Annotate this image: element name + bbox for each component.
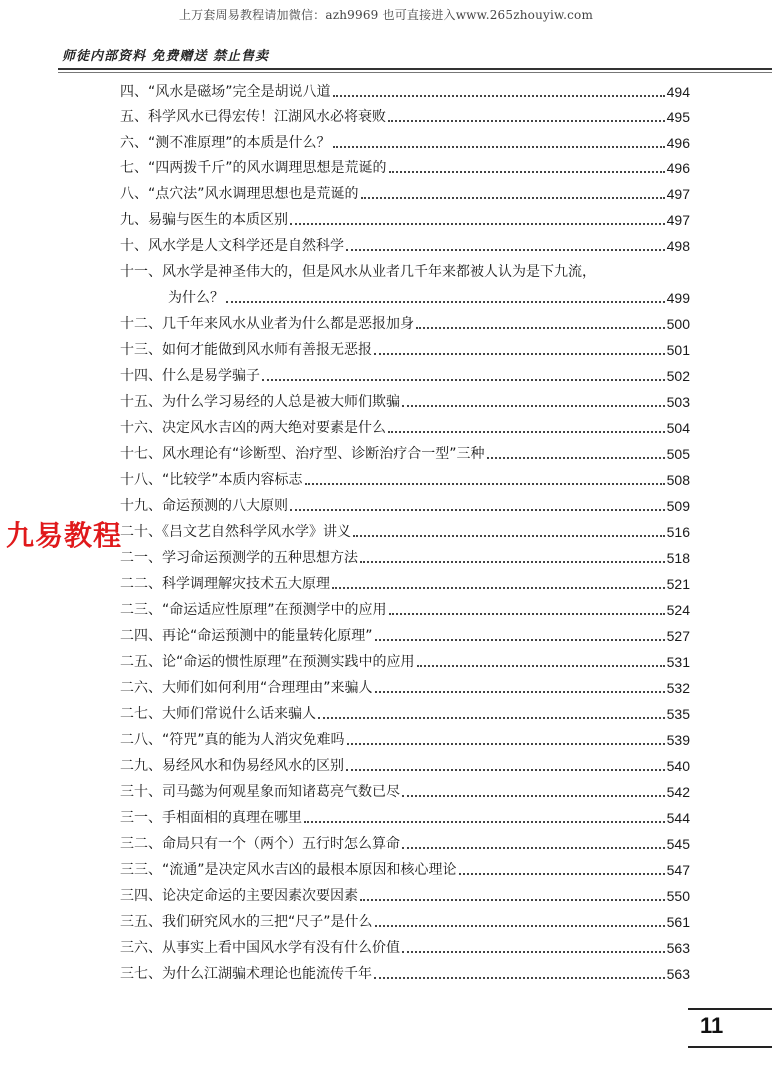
toc-entry-page: 518 (666, 550, 690, 566)
toc-entry (120, 128, 690, 152)
toc-entry-page: 502 (666, 368, 690, 384)
toc-leader-dots (388, 120, 665, 122)
toc-entry-page: 545 (666, 836, 690, 852)
toc-leader-dots (353, 535, 665, 537)
toc-leader-dots (332, 587, 665, 589)
toc-leader-dots (360, 561, 665, 563)
toc-entry-page: 505 (666, 446, 690, 462)
toc-entry (120, 777, 690, 801)
toc-leader-dots (290, 223, 665, 225)
toc-entry-page: 563 (666, 940, 690, 956)
toc-entry-continuation (168, 283, 690, 307)
toc-entry-title: 三七、为什么江湖骗术理论也能流传千年 (120, 966, 372, 982)
toc-entry-page: 503 (666, 394, 690, 410)
toc-entry-title: 十、风水学是人文科学还是自然科学 (120, 238, 344, 254)
toc-entry-title: 八、“点穴法”风水调理思想也是荒诞的 (120, 186, 359, 202)
toc-entry-title: 二六、大师们如何利用“合理理由”来骗人 (120, 680, 373, 696)
toc-leader-dots (388, 431, 665, 433)
toc-entry (120, 907, 690, 931)
toc-entry-page: 498 (666, 238, 690, 254)
toc-entry-page: 550 (666, 888, 690, 904)
toc-leader-dots (417, 665, 665, 667)
toc-entry-title: 三二、命局只有一个（两个）五行时怎么算命 (120, 836, 400, 852)
toc-entry-title: 三三、“流通”是决定风水吉凶的最根本原因和核心理论 (120, 862, 457, 878)
toc-entry-page: 497 (666, 212, 690, 228)
toc-entry-page: 532 (666, 680, 690, 696)
toc-leader-dots (375, 639, 665, 641)
toc-entry-title: 二二、科学调理解灾技术五大原理 (120, 576, 330, 592)
toc-entry (120, 335, 690, 359)
toc-entry-page: 531 (666, 654, 690, 670)
toc-entry (120, 361, 690, 385)
toc-entry-title: 六、“测不准原理”的本质是什么？ (120, 135, 331, 151)
toc-entry (120, 751, 690, 775)
toc-leader-dots (374, 353, 665, 355)
toc-entry (120, 595, 690, 619)
toc-entry (120, 465, 690, 489)
toc-leader-dots (402, 405, 665, 407)
toc-leader-dots (347, 743, 665, 745)
toc-leader-dots (402, 847, 665, 849)
toc-entry-title: 二三、“命运适应性原理”在预测学中的应用 (120, 602, 387, 618)
toc-leader-dots (290, 509, 665, 511)
toc-entry-title: 十八、“比较学”本质内容标志 (120, 472, 303, 488)
toc-leader-dots (318, 717, 665, 719)
toc-entry (120, 205, 690, 229)
toc-entry-title: 十九、命运预测的八大原则 (120, 498, 288, 514)
toc-leader-dots (360, 899, 665, 901)
toc-entry-page: 501 (666, 342, 690, 358)
toc-entry-title: 三十、司马懿为何观星象而知诸葛亮气数已尽 (120, 784, 400, 800)
toc-entry-page: 544 (666, 810, 690, 826)
toc-entry (120, 179, 690, 203)
toc-entry (120, 803, 690, 827)
toc-leader-dots (375, 691, 665, 693)
toc-entry (120, 569, 690, 593)
toc-entry (120, 699, 690, 723)
toc-entry-title: 十一、风水学是神圣伟大的，但是风水从业者几千年来都被人认为是下九流， (120, 264, 596, 280)
toc-entry-title: 十六、决定风水吉凶的两大绝对要素是什么 (120, 420, 386, 436)
toc-leader-dots (389, 613, 665, 615)
toc-entry-page: 504 (666, 420, 690, 436)
toc-leader-dots (361, 197, 665, 199)
toc-entry-page: 500 (666, 316, 690, 332)
toc-entry (120, 829, 690, 853)
toc-entry (120, 673, 690, 697)
toc-entry-title: 二十、《吕文艺自然科学风水学》讲义 (120, 524, 351, 540)
toc-entry (120, 517, 690, 541)
toc-leader-dots (487, 457, 665, 459)
toc-leader-dots (459, 873, 665, 875)
toc-leader-dots (416, 327, 665, 329)
toc-entry (120, 231, 690, 255)
toc-entry-title: 十四、什么是易学骗子 (120, 368, 260, 384)
toc-entry-title: 二一、学习命运预测学的五种思想方法 (120, 550, 358, 566)
toc-entry-title: 二五、论“命运的惯性原理”在预测实践中的应用 (120, 654, 415, 670)
toc-entry-title: 三五、我们研究风水的三把“尺子”是什么 (120, 914, 373, 930)
page-number: 11 (700, 1013, 724, 1038)
toc-entry-title: 二七、大师们常说什么话来骗人 (120, 706, 316, 722)
toc-entry (120, 309, 690, 333)
toc-entry (120, 413, 690, 437)
toc-entry-page: 516 (666, 524, 690, 540)
toc-entry-title: 七、“四两拨千斤”的风水调理思想是荒诞的 (120, 160, 387, 176)
toc-entry-page: 509 (666, 498, 690, 514)
toc-entry-page: 535 (666, 706, 690, 722)
toc-entry-page: 524 (666, 602, 690, 618)
series-banner: 师徒内部资料 免费赠送 禁止售卖 (62, 49, 270, 64)
toc-entry-page: 539 (666, 732, 690, 748)
toc-entry-page: 496 (666, 160, 690, 176)
toc-leader-dots (333, 95, 665, 97)
toc-entry-page: 499 (666, 290, 690, 306)
header-rule (58, 68, 772, 70)
toc-leader-dots (333, 146, 665, 148)
top-watermark: 上万套周易教程请加微信：azh9969 也可直接进入www.265zhouyiw.com (178, 8, 594, 22)
toc-entry-title: 为什么？ (168, 290, 224, 306)
toc-leader-dots (346, 249, 665, 251)
toc-entry (120, 153, 690, 177)
toc-entry-page: 563 (666, 966, 690, 982)
toc-entry-page: 508 (666, 472, 690, 488)
toc-entry-title: 二四、再论“命运预测中的能量转化原理” (120, 628, 373, 644)
header-rule-thin (58, 72, 772, 73)
toc-leader-dots (346, 769, 665, 771)
toc-leader-dots (226, 301, 665, 303)
toc-entry (120, 855, 690, 879)
toc-entry-title: 二八、“符咒”真的能为人消灾免难吗 (120, 732, 345, 748)
toc-entry-page: 542 (666, 784, 690, 800)
toc-entry (120, 959, 690, 983)
toc-entry-page: 547 (666, 862, 690, 878)
toc-leader-dots (375, 925, 665, 927)
toc-entry-page: 497 (666, 186, 690, 202)
toc-entry (120, 439, 690, 463)
toc-entry-page: 540 (666, 758, 690, 774)
toc-entry-page: 496 (666, 135, 690, 151)
toc-leader-dots (305, 483, 665, 485)
toc-entry-page: 527 (666, 628, 690, 644)
toc-entry-title: 十二、几千年来风水从业者为什么都是恶报加身 (120, 316, 414, 332)
toc-entry-title: 五、科学风水已得宏传！江湖风水必将衰败 (120, 109, 386, 125)
toc-entry-page: 561 (666, 914, 690, 930)
toc-entry-title: 十三、如何才能做到风水师有善报无恶报 (120, 342, 372, 358)
toc-leader-dots (374, 977, 665, 979)
toc-leader-dots (389, 171, 665, 173)
toc-entry-title: 十五、为什么学习易经的人总是被大师们欺骗 (120, 394, 400, 410)
toc-entry-title: 九、易骗与医生的本质区别 (120, 212, 288, 228)
toc-entry-page: 494 (666, 84, 690, 100)
toc-entry (120, 543, 690, 567)
toc-entry (120, 102, 690, 126)
toc-entry (120, 647, 690, 671)
toc-entry (120, 491, 690, 515)
toc-leader-dots (402, 795, 665, 797)
toc-entry-title: 四、“风水是磁场”完全是胡说八道 (120, 84, 331, 100)
side-watermark: 九易教程 (6, 519, 123, 552)
toc-entry (120, 77, 690, 101)
toc-entry-title: 十七、风水理论有“诊断型、治疗型、诊断治疗合一型”三种 (120, 446, 485, 462)
toc-entry (120, 387, 690, 411)
toc-entry-title: 三四、论决定命运的主要因素次要因素 (120, 888, 358, 904)
toc-entry (120, 933, 690, 957)
toc-leader-dots (304, 821, 665, 823)
toc-leader-dots (262, 379, 665, 381)
toc-leader-dots (402, 951, 665, 953)
toc-entry (120, 621, 690, 645)
toc-entry (120, 725, 690, 749)
toc-entry-page: 495 (666, 109, 690, 125)
toc-entry-title: 二九、易经风水和伪易经风水的区别 (120, 758, 344, 774)
toc-entry-title: 三一、手相面相的真理在哪里 (120, 810, 302, 826)
toc-entry-page: 521 (666, 576, 690, 592)
toc-entry (120, 257, 690, 281)
toc-entry-title: 三六、从事实上看中国风水学有没有什么价值 (120, 940, 400, 956)
toc-entry (120, 881, 690, 905)
